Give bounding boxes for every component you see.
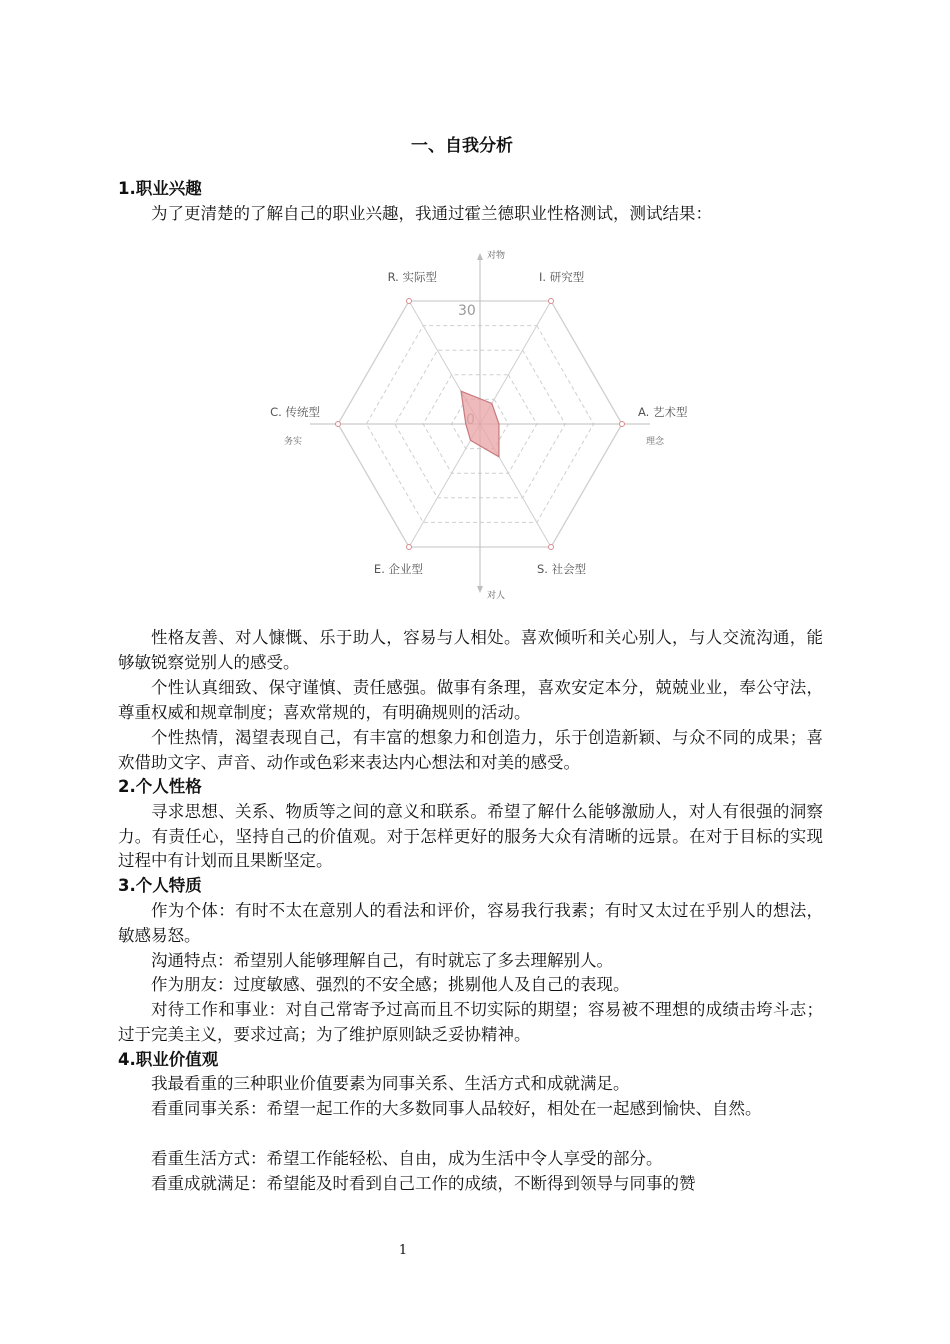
section-heading-values: 4.职业价值观 — [118, 1050, 219, 1069]
radar-category-label: E. 企业型 — [373, 561, 423, 576]
page-title: 一、自我分析 — [411, 136, 513, 156]
paragraph: 个性热情，渴望表现自己，有丰富的想象力和创造力，乐于创造新颖、与众不同的成果；喜欢借助文字、声音、动作或色彩来表达内心想法和对美的感受。 — [118, 728, 823, 772]
paragraph: 看重同事关系：希望一起工作的大多数同事人品较好，相处在一起感到愉快、自然。 — [151, 1099, 762, 1118]
paragraph: 看重生活方式：希望工作能轻松、自由，成为生活中令人享受的部分。 — [151, 1149, 663, 1168]
radar-vertex-point — [407, 544, 412, 549]
radar-vertex-point — [336, 422, 341, 427]
scale-label-max: 30 — [458, 303, 476, 319]
radar-vertex-point — [620, 422, 625, 427]
paragraph: 性格友善、对人慷慨、乐于助人，容易与人相处。喜欢倾听和关心别人，与人交流沟通，能够敏锐察觉别人的感受。 — [118, 628, 823, 672]
radar-chart-svg — [270, 240, 688, 605]
axis-label-top: 对物 — [487, 251, 506, 261]
radar-category-label: R. 实际型 — [387, 270, 437, 285]
radar-vertex-point — [549, 544, 554, 549]
paragraph: 作为个体：有时不太在意别人的看法和评价，容易我行我素；有时又太过在乎别人的想法，敏感易怒。 — [118, 901, 823, 945]
holland-radar-chart — [270, 240, 688, 605]
axis-arrow-up-icon — [477, 253, 483, 260]
paragraph: 对待工作和事业：对自己常寄予过高而且不切实际的期望；容易被不理想的成绩击垮斗志；过于完美主义，要求过高；为了维护原则缺乏妥协精神。 — [118, 1000, 823, 1044]
paragraph: 个性认真细致、保守谨慎、责任感强。做事有条理，喜欢安定本分，兢兢业业，奉公守法，尊重权威和规章制度；喜欢常规的，有明确规则的活动。 — [118, 678, 823, 722]
radar-vertex-point — [549, 299, 554, 304]
paragraph: 作为朋友：过度敏感、强烈的不安全感；挑剔他人及自己的表现。 — [151, 975, 630, 994]
section-heading-personality: 2.个人性格 — [118, 777, 202, 796]
paragraph: 看重成就满足：希望能及时看到自己工作的成绩，不断得到领导与同事的赞 — [151, 1174, 696, 1193]
section-heading-interest: 1.职业兴趣 — [118, 179, 202, 198]
radar-category-label: S. 社会型 — [537, 561, 587, 576]
axis-label-right: 理念 — [646, 437, 665, 447]
radar-category-label: A. 艺术型 — [638, 405, 688, 419]
axis-arrow-down-icon — [477, 586, 483, 593]
radar-category-label: C. 传统型 — [270, 405, 320, 419]
paragraph: 为了更清楚的了解自己的职业兴趣，我通过霍兰德职业性格测试，测试结果： — [151, 204, 712, 223]
radar-vertex-point — [407, 299, 412, 304]
paragraph: 寻求思想、关系、物质等之间的意义和联系。希望了解什么能够激励人，对人有很强的洞察力。有责任心，坚持自己的价值观。对于怎样更好的服务大众有清晰的远景。在对于目标的实现过程中有计划而且果断坚定。 — [118, 802, 823, 870]
paragraph: 沟通特点：希望别人能够理解自己，有时就忘了多去理解别人。 — [151, 951, 613, 970]
page-number: 1 — [398, 1243, 408, 1258]
axis-label-left: 务实 — [284, 437, 303, 447]
paragraph: 我最看重的三种职业价值要素为同事关系、生活方式和成就满足。 — [151, 1074, 630, 1093]
radar-category-label: I. 研究型 — [539, 270, 585, 285]
axis-label-bottom: 对人 — [487, 591, 506, 601]
radar-spoke — [409, 424, 480, 547]
section-heading-traits: 3.个人特质 — [118, 876, 202, 895]
